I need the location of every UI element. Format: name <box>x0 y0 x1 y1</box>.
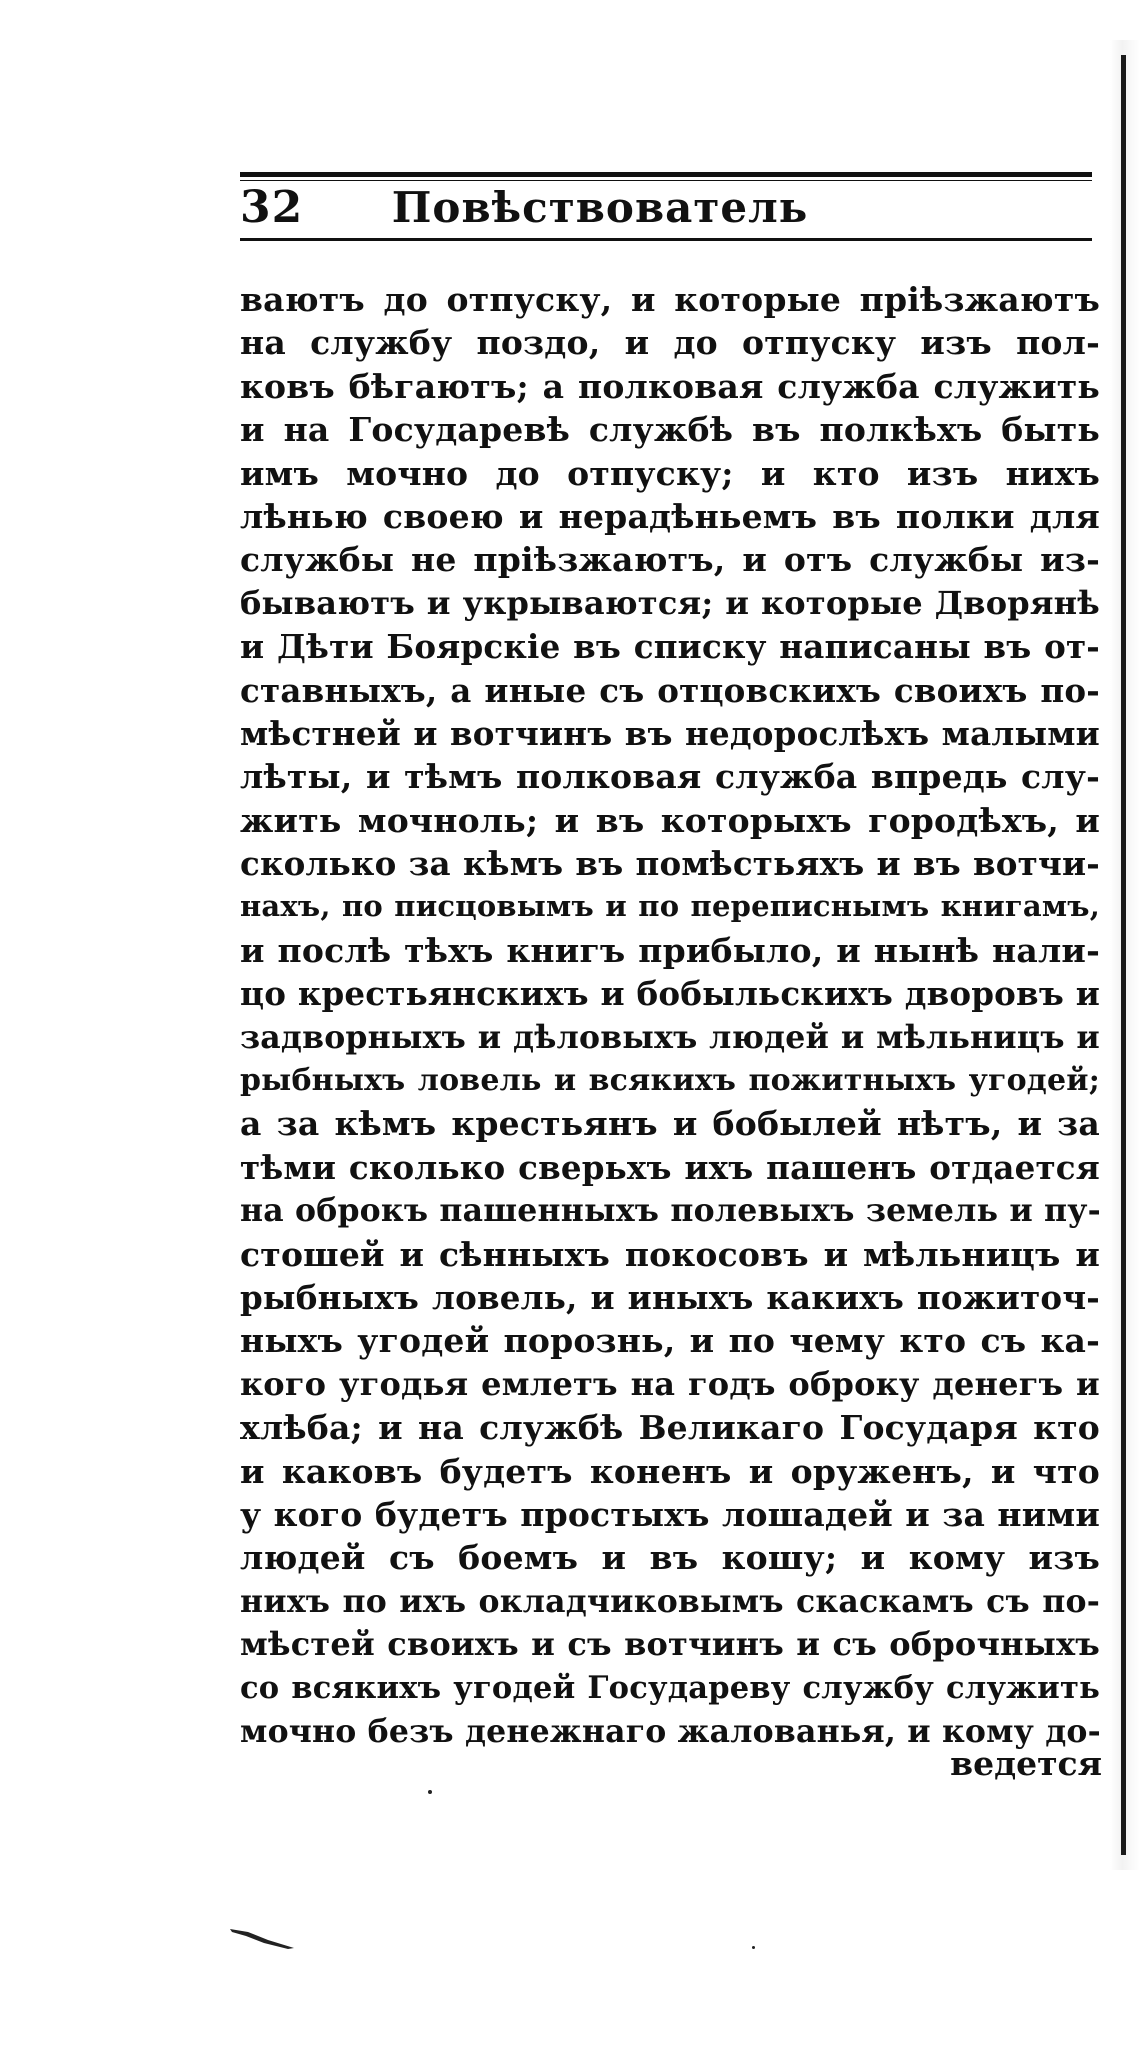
text-line: людей съ боемъ и въ кошу; и кому изъ <box>240 1538 1100 1578</box>
text-line: стошей и сѣнныхъ покосовъ и мѣльницъ и <box>240 1234 1100 1274</box>
text-line: и каковъ будетъ коненъ и оруженъ, и что <box>240 1451 1100 1491</box>
page-number: 32 <box>240 182 304 233</box>
text-line: на службу поздо, и до отпуску изъ пол- <box>240 323 1100 363</box>
text-line: мочно безъ денежнаго жалованья, и кому до- <box>240 1712 1101 1750</box>
text-line: ставныхъ, а иные съ отцовскихъ своихъ по- <box>240 670 1100 710</box>
text-line: нихъ по ихъ окладчиковымъ скаскамъ съ по- <box>240 1582 1100 1620</box>
text-line: лѣты, и тѣмъ полковая служба впредь слу- <box>240 757 1100 797</box>
ink-smudge-mark <box>228 1926 296 1950</box>
binding-edge <box>1121 55 1126 1855</box>
text-line: ковъ бѣгаютъ; а полковая служба служить <box>240 366 1100 406</box>
text-line: жить мочноль; и въ которыхъ городѣхъ, и <box>240 800 1100 840</box>
text-line: службы не пріѣзжаютъ, и отъ службы из- <box>240 540 1100 580</box>
ink-speck <box>752 1946 755 1949</box>
text-line: на оброкъ пашенныхъ полевыхъ земель и пу- <box>240 1192 1101 1230</box>
text-line: и Дѣти Боярскіе въ списку написаны въ от- <box>240 627 1100 667</box>
text-line: со всякихъ угодей Государеву службу служить <box>240 1669 1100 1706</box>
header-rule-top <box>240 172 1092 177</box>
ink-speck <box>428 1790 432 1794</box>
text-line: и послѣ тѣхъ книгъ прибыло, и нынѣ нали- <box>240 930 1100 970</box>
text-line: нахъ, по писцовымъ и по переписнымъ книгамъ, <box>240 889 1100 924</box>
catchword: ведется <box>950 1744 1102 1783</box>
text-line: лѣнью своею и нерадѣньемъ въ полки для <box>240 496 1100 536</box>
text-line: задворныхъ и дѣловыхъ людей и мѣльницъ и <box>240 1018 1100 1056</box>
text-line: имъ мочно до отпуску; и кто изъ нихъ <box>240 453 1100 493</box>
text-line: и на Государевѣ службѣ въ полкѣхъ быть <box>240 410 1100 450</box>
text-line: мѣстней и вотчинъ въ недорослѣхъ малыми <box>240 713 1100 753</box>
text-line: у кого будетъ простыхъ лошадей и за ними <box>240 1494 1100 1534</box>
body-text <box>240 278 1100 1753</box>
text-line: рыбныхъ ловель, и иныхъ какихъ пожиточ- <box>240 1277 1100 1317</box>
text-line: а за кѣмъ крестьянъ и бобылей нѣтъ, и за <box>240 1104 1100 1144</box>
text-line: тѣми сколько сверьхъ ихъ пашенъ отдается <box>240 1147 1100 1187</box>
text-line: цо крестьянскихъ и бобыльскихъ дворовъ и <box>240 974 1100 1014</box>
text-line: хлѣба; и на службѣ Великаго Государя кто <box>240 1408 1100 1448</box>
text-line: кого угодья емлетъ на годъ оброку денегъ и <box>240 1364 1100 1403</box>
text-line: ваютъ до отпуску, и которые пріѣзжаютъ <box>240 280 1100 319</box>
text-line: сколько за кѣмъ въ помѣстьяхъ и въ вотчи- <box>240 844 1100 884</box>
running-title: Повѣствователь <box>391 183 809 232</box>
header-rule-bottom <box>240 238 1092 241</box>
text-line: бываютъ и укрываются; и которые Дворянѣ <box>240 583 1100 622</box>
text-line: ныхъ угодей порознь, и по чему кто съ ка- <box>240 1321 1100 1361</box>
text-line: рыбныхъ ловель и всякихъ пожитныхъ угодей; <box>240 1063 1100 1099</box>
text-line: мѣстей своихъ и съ вотчинъ и съ оброчныхъ <box>240 1625 1100 1664</box>
